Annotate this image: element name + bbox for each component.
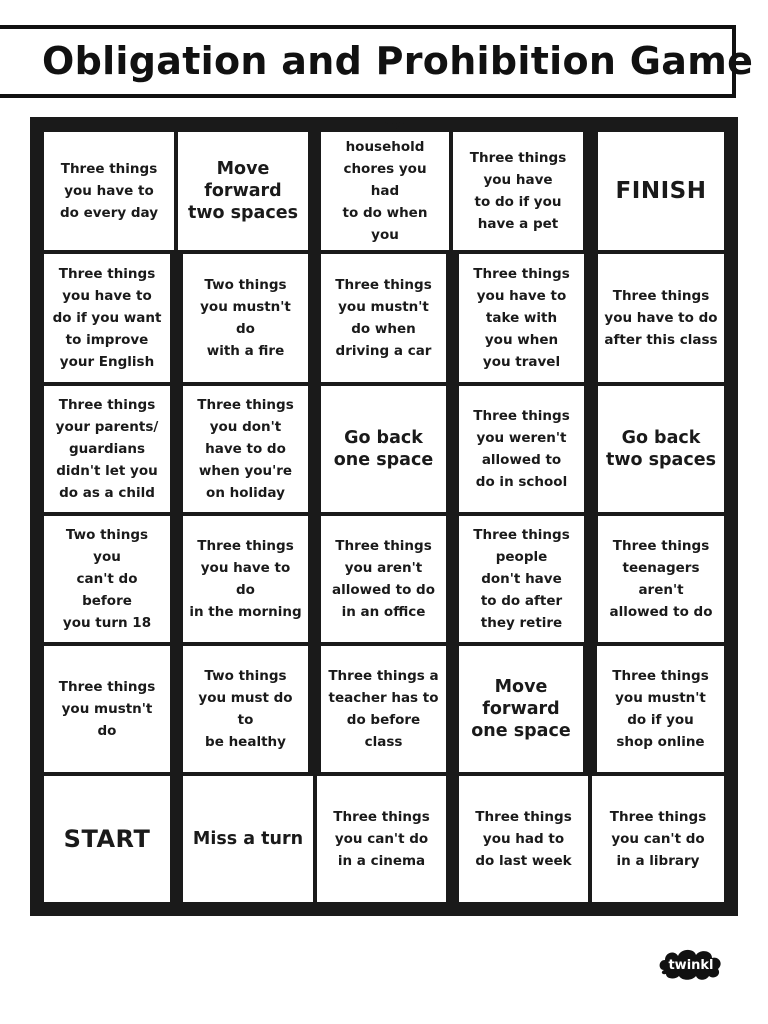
square-text: Three things you have to do if you want to improve your English <box>52 266 162 370</box>
square-text: FINISH <box>615 178 707 204</box>
board-square-finish <box>598 132 724 250</box>
square-text: Three things you have to do in the morning <box>189 538 302 620</box>
square-text: Two things you can't do before you turn 18 <box>62 527 152 631</box>
square-text: Three things teenagers aren't allowed to do <box>609 538 713 620</box>
board-square <box>592 776 724 902</box>
square-text: Three things you had to do last week <box>475 809 572 869</box>
twinkl-logo <box>656 942 726 982</box>
board-square <box>44 254 170 382</box>
square-text: Three things you mustn't do <box>58 679 156 739</box>
square-text: Two things you must do to be healthy <box>198 668 293 750</box>
square-text: Three things your parents/ guardians didn't let you do as a child <box>55 397 159 501</box>
board-square <box>321 516 446 642</box>
board-square <box>459 254 584 382</box>
square-text: Three things you don't have to do when you're on holiday <box>197 397 294 501</box>
board-square <box>321 254 446 382</box>
board-square <box>183 254 308 382</box>
board-square <box>321 117 449 250</box>
square-text: Three things you aren't allowed to do in an office <box>332 538 435 620</box>
board-square <box>597 646 724 772</box>
square-text: Three things you have to do after this class <box>604 288 718 348</box>
square-text: Move forward two spaces <box>187 159 299 223</box>
square-text: Miss a turn <box>192 829 304 849</box>
square-text: Go back one space <box>333 428 434 470</box>
board-square-move-forward <box>178 132 308 250</box>
twinkl-logo-icon <box>656 942 726 982</box>
square-text: Three things you have to do if you have a pet <box>469 150 567 232</box>
board-square <box>317 776 446 902</box>
board-square <box>598 516 724 642</box>
square-text: Three things you can't do in a library <box>609 809 707 869</box>
square-text: Three things you have to take with you when you travel <box>473 266 570 370</box>
square-text: Three household chores you had to do when you <box>342 117 428 243</box>
logo-text: twinkl <box>668 958 714 973</box>
board-square-go-back <box>598 386 724 512</box>
board-square <box>183 386 308 512</box>
board-square <box>459 776 588 902</box>
square-text: Three things a teacher has to do before class <box>328 668 439 750</box>
board-square <box>598 254 724 382</box>
board-square <box>459 516 584 642</box>
board-square-start <box>44 776 170 902</box>
board-square <box>44 516 170 642</box>
board-square <box>321 646 446 772</box>
board-square <box>183 516 308 642</box>
board-square <box>459 386 584 512</box>
square-text: Two things you mustn't do with a fire <box>200 277 291 359</box>
square-text: START <box>63 825 151 853</box>
square-text: Three things you mustn't do when driving a car <box>335 277 432 359</box>
board-square-move-forward <box>459 646 583 772</box>
title-banner <box>0 25 754 98</box>
board-square <box>44 386 170 512</box>
square-text: Three things you have to do every day <box>59 161 159 221</box>
square-text: Go back two spaces <box>605 428 717 470</box>
square-text: Three things you can't do in a cinema <box>333 809 430 869</box>
square-text: Three things people don't have to do after they retire <box>473 527 570 631</box>
board-square-miss-turn <box>183 776 313 902</box>
square-text: Three things you mustn't do if you shop online <box>612 668 709 750</box>
board-square <box>44 646 170 772</box>
square-text: Three things you weren't allowed to do in school <box>473 408 570 490</box>
board-square <box>453 132 583 250</box>
game-board <box>30 117 738 916</box>
square-text: Move forward one space <box>471 677 571 741</box>
board-square <box>44 132 174 250</box>
board-square <box>183 646 308 772</box>
page-title: Obligation and Prohibition Game <box>42 39 754 83</box>
board-square-go-back <box>321 386 446 512</box>
